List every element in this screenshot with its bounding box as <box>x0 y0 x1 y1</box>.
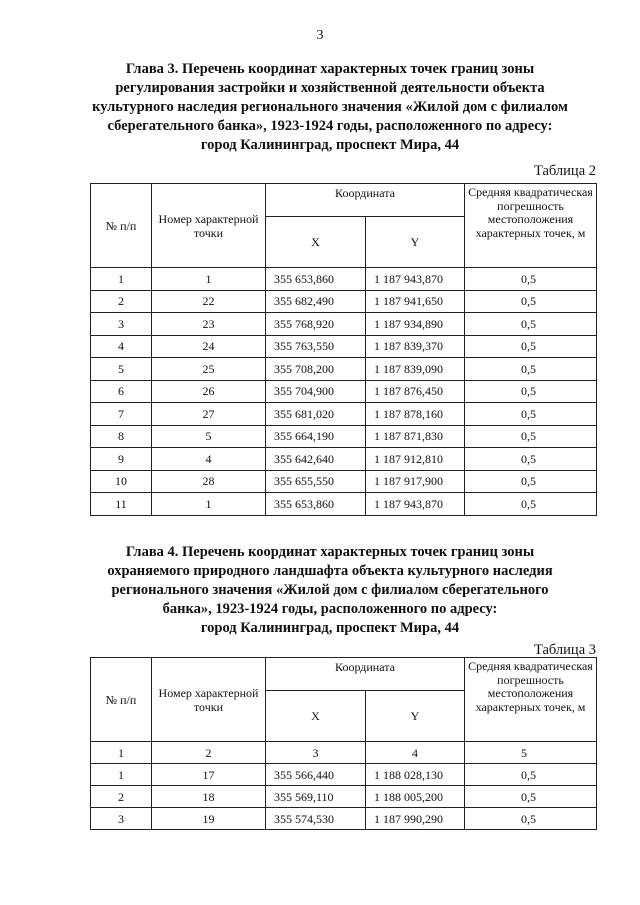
coord-y: 1 187 912,810 <box>366 448 465 471</box>
coord-x: 355 763,550 <box>266 335 366 358</box>
table-row <box>91 380 597 403</box>
table-row <box>91 358 597 381</box>
accuracy-value: 0,5 <box>465 268 597 291</box>
table-row <box>91 313 597 336</box>
coord-y: 1 187 990,290 <box>366 808 465 830</box>
point-number: 25 <box>152 358 266 381</box>
page-number: 3 <box>316 28 324 43</box>
col-header-accuracy: Средняя квадратическая погрешность местоположения характерных точек, м <box>465 184 597 268</box>
table-3 <box>90 657 597 830</box>
accuracy-value: 0,5 <box>465 313 597 336</box>
coord-y: 1 187 943,870 <box>366 268 465 291</box>
point-number: 22 <box>152 290 266 313</box>
coord-x: 355 574,530 <box>266 808 366 830</box>
column-index-cell: 2 <box>152 742 266 764</box>
col-header-y: Y <box>366 691 465 742</box>
coord-y: 1 188 005,200 <box>366 786 465 808</box>
point-number: 17 <box>152 764 266 786</box>
coord-x: 355 569,110 <box>266 786 366 808</box>
table-row <box>91 493 597 516</box>
row-number: 4 <box>91 335 152 358</box>
table-row <box>91 268 597 291</box>
point-number: 1 <box>152 493 266 516</box>
point-number: 4 <box>152 448 266 471</box>
accuracy-value: 0,5 <box>465 808 597 830</box>
row-number: 7 <box>91 403 152 426</box>
heading-line: Глава 4. Перечень координат характерных точек границ зоны <box>125 544 535 560</box>
row-number: 3 <box>91 808 152 830</box>
row-number: 9 <box>91 448 152 471</box>
accuracy-value: 0,5 <box>465 786 597 808</box>
row-number: 1 <box>91 764 152 786</box>
col-header-num: № п/п <box>91 184 152 268</box>
row-number: 5 <box>91 358 152 381</box>
col-header-point: Номер характерной точки <box>152 184 266 268</box>
table-row <box>91 764 597 786</box>
table-row <box>91 470 597 493</box>
coord-y: 1 188 028,130 <box>366 764 465 786</box>
coord-x: 355 664,190 <box>266 425 366 448</box>
point-number: 24 <box>152 335 266 358</box>
coord-x: 355 655,550 <box>266 470 366 493</box>
coord-x: 355 682,490 <box>266 290 366 313</box>
col-header-x: X <box>266 691 366 742</box>
row-number: 10 <box>91 470 152 493</box>
coord-y: 1 187 839,370 <box>366 335 465 358</box>
column-index-cell: 4 <box>366 742 465 764</box>
coord-y: 1 187 878,160 <box>366 403 465 426</box>
table-row <box>91 808 597 830</box>
heading-line: культурного наследия регионального значения «Жилой дом с филиалом <box>92 99 568 115</box>
table-row <box>91 425 597 448</box>
column-index-cell: 3 <box>266 742 366 764</box>
coord-y: 1 187 934,890 <box>366 313 465 336</box>
col-header-num: № п/п <box>91 658 152 742</box>
coord-x: 355 708,200 <box>266 358 366 381</box>
accuracy-value: 0,5 <box>465 290 597 313</box>
table-row <box>91 290 597 313</box>
col-header-coordinate: Координата <box>266 184 465 217</box>
col-header-x: X <box>266 217 366 268</box>
accuracy-value: 0,5 <box>465 403 597 426</box>
accuracy-value: 0,5 <box>465 493 597 516</box>
heading-line: регулирования застройки и хозяйственной деятельности объекта <box>115 80 545 96</box>
accuracy-value: 0,5 <box>465 425 597 448</box>
coord-y: 1 187 943,870 <box>366 493 465 516</box>
row-number: 1 <box>91 268 152 291</box>
table-row <box>91 448 597 471</box>
point-number: 23 <box>152 313 266 336</box>
point-number: 1 <box>152 268 266 291</box>
chapter-3-heading <box>60 60 600 155</box>
coord-x: 355 566,440 <box>266 764 366 786</box>
point-number: 28 <box>152 470 266 493</box>
heading-line: сберегательного банка», 1923-1924 годы, расположенного по адресу: <box>107 118 553 134</box>
accuracy-value: 0,5 <box>465 380 597 403</box>
heading-line: регионального значения «Жилой дом с филиалом сберегательного <box>111 582 549 598</box>
chapter-4-heading <box>60 543 600 638</box>
heading-line: город Калининград, проспект Мира, 44 <box>200 620 460 636</box>
col-header-coordinate: Координата <box>266 658 465 691</box>
col-header-accuracy: Средняя квадратическая погрешность местоположения характерных точек, м <box>465 658 597 742</box>
table-row <box>91 403 597 426</box>
table-row <box>91 335 597 358</box>
coord-x: 355 653,860 <box>266 268 366 291</box>
coord-y: 1 187 941,650 <box>366 290 465 313</box>
table-2-caption: Таблица 2 <box>533 163 596 179</box>
col-header-point: Номер характерной точки <box>152 658 266 742</box>
point-number: 19 <box>152 808 266 830</box>
row-number: 3 <box>91 313 152 336</box>
table-2 <box>90 183 597 516</box>
heading-line: охраняемого природного ландшафта объекта культурного наследия <box>107 563 553 579</box>
accuracy-value: 0,5 <box>465 470 597 493</box>
accuracy-value: 0,5 <box>465 335 597 358</box>
table-2-body <box>91 268 597 516</box>
coord-x: 355 653,860 <box>266 493 366 516</box>
accuracy-value: 0,5 <box>465 764 597 786</box>
table-3-caption: Таблица 3 <box>533 642 596 658</box>
row-number: 2 <box>91 786 152 808</box>
accuracy-value: 0,5 <box>465 448 597 471</box>
row-number: 2 <box>91 290 152 313</box>
point-number: 5 <box>152 425 266 448</box>
coord-y: 1 187 876,450 <box>366 380 465 403</box>
coord-x: 355 704,900 <box>266 380 366 403</box>
point-number: 27 <box>152 403 266 426</box>
column-index-row <box>91 742 597 764</box>
coord-y: 1 187 839,090 <box>366 358 465 381</box>
row-number: 6 <box>91 380 152 403</box>
heading-line: банка», 1923-1924 годы, расположенного по адресу: <box>162 601 498 617</box>
coord-x: 355 642,640 <box>266 448 366 471</box>
coord-y: 1 187 917,900 <box>366 470 465 493</box>
row-number: 8 <box>91 425 152 448</box>
table-row <box>91 786 597 808</box>
heading-line: Глава 3. Перечень координат характерных точек границ зоны <box>125 61 535 77</box>
row-number: 11 <box>91 493 152 516</box>
col-header-y: Y <box>366 217 465 268</box>
coord-x: 355 681,020 <box>266 403 366 426</box>
point-number: 26 <box>152 380 266 403</box>
point-number: 18 <box>152 786 266 808</box>
table-3-body <box>91 742 597 830</box>
column-index-cell: 1 <box>91 742 152 764</box>
coord-x: 355 768,920 <box>266 313 366 336</box>
column-index-cell: 5 <box>465 742 597 764</box>
coord-y: 1 187 871,830 <box>366 425 465 448</box>
accuracy-value: 0,5 <box>465 358 597 381</box>
heading-line: город Калининград, проспект Мира, 44 <box>200 137 460 153</box>
